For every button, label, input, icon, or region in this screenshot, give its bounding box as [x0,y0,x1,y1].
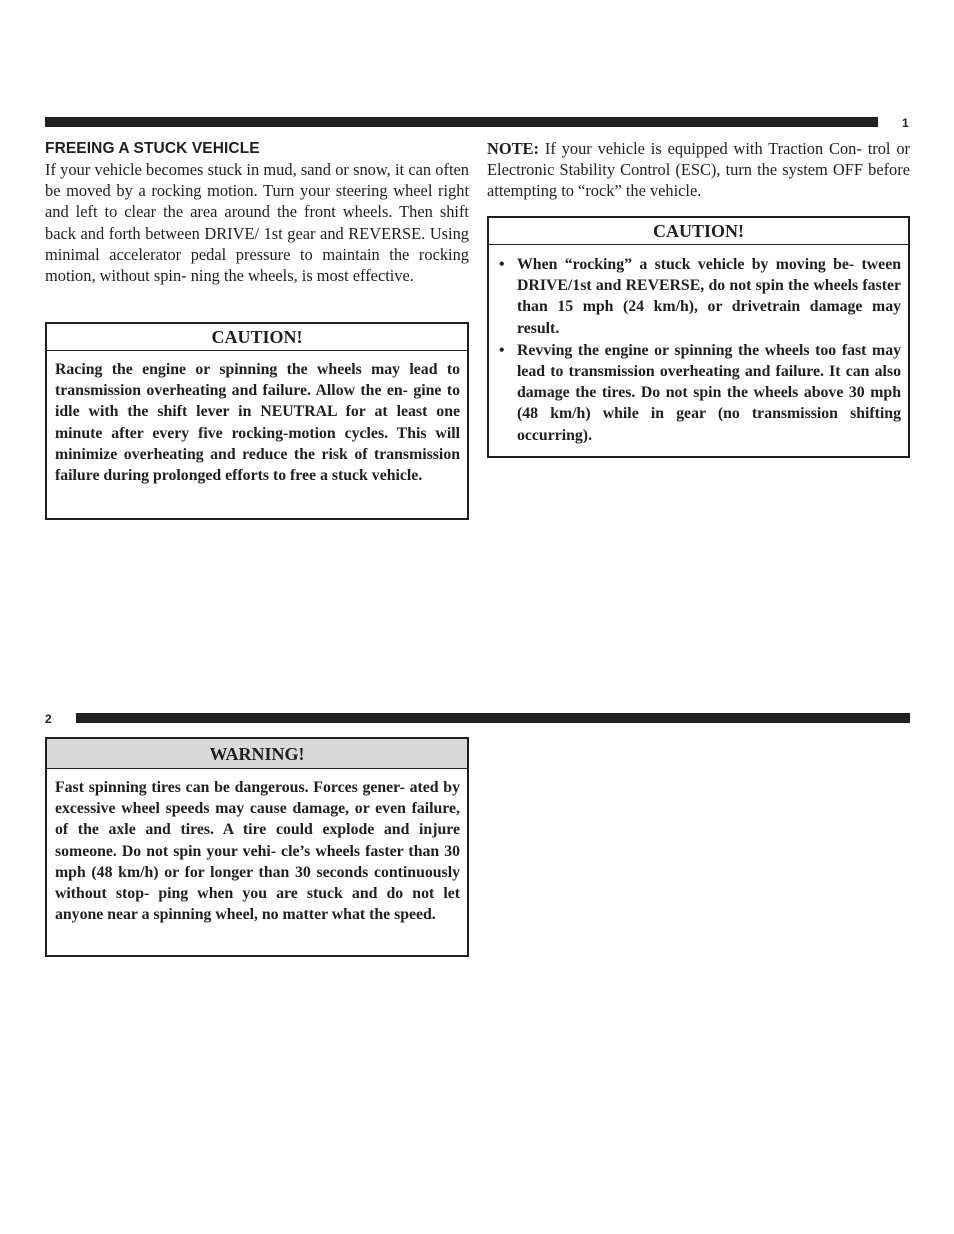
caution-box-right [487,216,910,458]
caution-bullet-list [497,254,901,446]
caution-bullets [489,245,908,446]
page1-right-column [487,138,910,202]
stuck-vehicle-paragraph: If your vehicle becomes stuck in mud, sand or snow, it can often be moved by a rocking motion. Turn your steering wheel right and left to clear the area around the front wheels. Then shift back and forth between DRIVE/ 1st gear and REVERSE. Using minimal accelerator pedal pressure to maintain the rocking motion, without spin- ning the wheels, is most effective. [45,160,469,286]
caution-bullet-text: Revving the engine or spinning the wheels too fast may lead to transmission overheating and failure. It can also damage the tires. Do not spin the wheels above 30 mph (48 km/h) while in gear (no transmission shifting occurring). [517,341,901,444]
caution-title-right: CAUTION! [489,218,908,245]
page1-number: 1 [902,116,909,130]
caution-bullet-item [497,340,901,446]
caution-title: CAUTION! [47,324,467,351]
warning-box [45,737,469,957]
bullet-dot-icon: • [499,256,505,273]
section-heading: FREEING A STUCK VEHICLE [45,140,260,157]
warning-text: Fast spinning tires can be dangerous. Forces gener- ated by excessive wheel speeds may cause damage, or even failure, of the axle and tires. A tire could explode and injure someone. Do not spin your vehi- cle’s wheels faster than 30 mph (48 km/h) or for longer than 30 seconds continuously without stop- ping when you are stuck and do not let anyone near a spinning wheel, no matter what the speed. [55,779,460,924]
warning-title: WARNING! [47,739,467,769]
note-label: NOTE: [487,139,539,158]
caution-box-left [45,322,469,520]
page1-header-rule [45,117,878,127]
bullet-dot-icon: • [499,341,505,359]
page2-number: 2 [45,712,52,726]
caution-bullet-text: When “rocking” a stuck vehicle by moving be- tween DRIVE/1st and REVERSE, do not spin the wheels faster than 15 mph (24 km/h), or drivetrain damage may result. [517,256,901,337]
caution-text: Racing the engine or spinning the wheels may lead to transmission overheating and failure. Allow the en- gine to idle with the shift lever in NEUTRAL for at least one minute after every five rocking-motion cycles. This will minimize overheating and reduce the risk of transmission failure during prolonged efforts to free a stuck vehicle. [55,361,460,485]
page1-left-column [45,140,469,286]
note-text: If your vehicle is equipped with Traction Con- trol or Electronic Stability Control (ESC), turn the system OFF before attempting to “rock” the vehicle. [487,139,910,201]
caution-bullet-item [497,254,901,339]
note-paragraph [487,138,910,202]
page2-header-rule [76,713,910,723]
